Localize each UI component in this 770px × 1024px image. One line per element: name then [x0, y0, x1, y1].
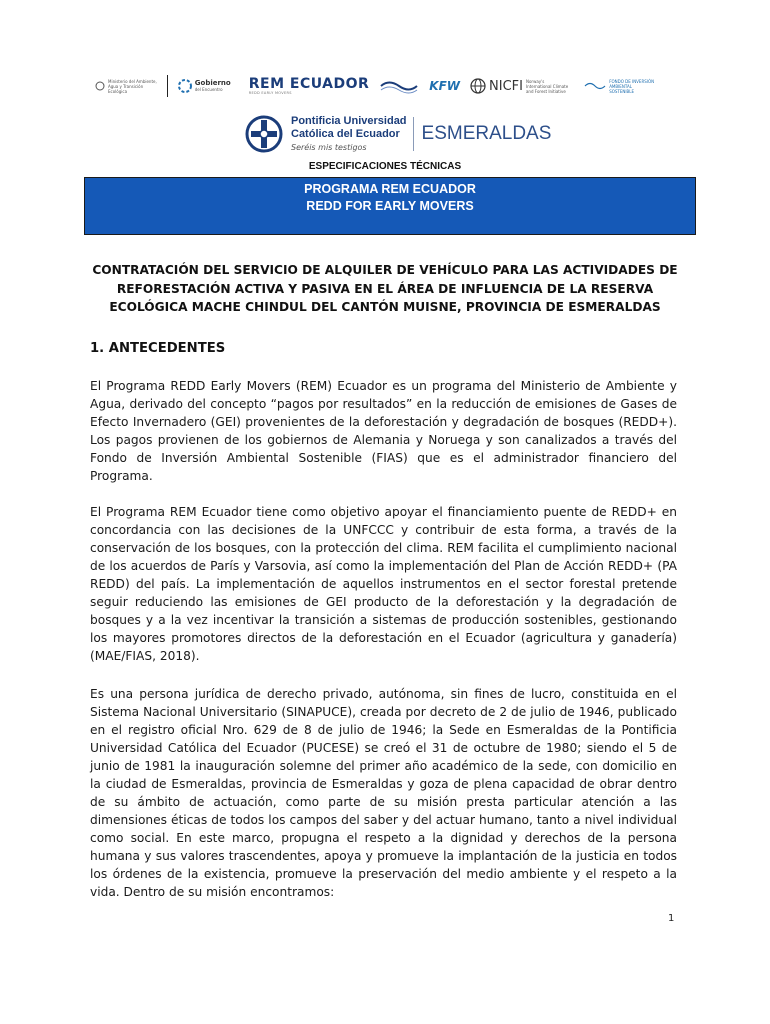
contract-title: CONTRATACIÓN DEL SERVICIO DE ALQUILER DE VEHÍCULO PARA LAS ACTIVIDADES DE REFORESTACIÓN ACTIVA Y PASIVA EN EL ÁREA DE INFLUENCIA DE LA RESERVA ECOLÓGICA MACHE CHINDUL DEL CANTÓN MUISNE, PROVINCIA DE ESMERALDAS [92, 263, 678, 314]
ministerio-logo [95, 79, 157, 94]
kfw-logo: KFW [429, 79, 461, 93]
gobierno-line2: del Encuentro [194, 87, 223, 92]
puce-divider [413, 117, 414, 151]
nicfi-sub3: and Forest Initiative [525, 88, 566, 94]
rem-name: REM ECUADOR [248, 76, 370, 92]
program-banner [84, 177, 696, 235]
fondo-logo [584, 79, 654, 94]
partner-logos [95, 70, 705, 102]
campus-name: ESMERALDAS [421, 123, 552, 144]
nicfi-sub1: Norway's [525, 78, 545, 84]
puce-tagline: Seréis mis testigos [291, 142, 367, 152]
program-line2: REDD FOR EARLY MOVERS [306, 199, 474, 213]
gobierno-line1: Gobierno [194, 79, 231, 87]
nicfi-logo [470, 78, 568, 94]
paragraph: El Programa REM Ecuador tiene como objetivo apoyar el financiamiento puente de REDD+ en concordancia con las decisiones de la UNFCCC y contribuir de esta forma, a través de la conservación de los bosques, con la protección del clima. REM facilita el cumplimiento nacional de los acuerdos de París y Varsovia, así como la implementación del Plan de Acción REDD+ (PA REDD) del país. La implementación de aquellos instrumentos en el sector forestal pretende seguir reduciendo las emisiones de GEI producto de la deforestación y la degradación de bosques y a la vez incentivar la transición a sistemas de producción sostenibles, gestionando los mayores promotores directos de la deforestación en el Ecuador (agricultura y ganadería) (MAE/FIAS, 2018). [90, 505, 677, 663]
puce-header [245, 113, 551, 155]
ministerio-emblem-icon [95, 79, 105, 93]
page-number: 1 [668, 913, 675, 924]
paragraph: Es una persona jurídica de derecho privado, autónoma, sin fines de lucro, constituida en el Sistema Nacional Universitario (SINAPUCE), creada por decreto de 2 de julio de 1946, publicado en el registro oficial Nro. 629 de 8 de julio de 1946; la Sede en Esmeraldas de la Pontificia Universidad Católica del Ecuador (PUCESE) se creó el 31 de octubre de 1980; siendo el 5 de junio de 1981 la inauguración solemne del primer año académico de la sede, con domicilio en la ciudad de Esmeraldas, provincia de Esmeraldas y goza de plena capacidad de obrar dentro de su ámbito de actuación, como parte de su misión presta particular atención a las dimensiones éticas de todos los campos del saber y del actuar humano, tanto a nivel individual como social. En este marco, propugna el respeto a la dignidad y derechos de la persona humana y sus valores trascendentes, apoya y promueve la implantación de la justicia en todos los órdenes de la existencia, promueve la preservación del medio ambiente y el respeto a la vida. Dentro de su misión encontramos: [90, 687, 677, 899]
fondo-emblem-icon [584, 80, 606, 92]
gobierno-emblem-icon [178, 79, 192, 93]
puce-crest-icon [245, 114, 283, 154]
nicfi-name: NICFI [489, 78, 523, 94]
puce-name-line2: Católica del Ecuador [291, 127, 400, 140]
gobierno-logo [178, 79, 231, 93]
paragraph: El Programa REDD Early Movers (REM) Ecuador es un programa del Ministerio de Ambiente y Agua, derivado del concepto “pagos por resultados” en la reducción de emisiones de Gases de Efecto Invernadero (GEI) provenientes de la deforestación y degradación de bosques (REDD+). Los pagos provienen de los gobiernos de Alemania y Noruega y son canalizados a través del Fondo de Inversión Ambiental Sostenible (FIAS) que es el administrador financiero del Programa. [90, 379, 677, 483]
fondo-line3: SOSTENIBLE [609, 88, 635, 94]
puce-name-line1: Pontificia Universidad [291, 114, 407, 127]
ministerio-line2: Agua y Transición [108, 83, 144, 89]
logo-divider [167, 75, 168, 97]
ministerio-line1: Ministerio del Ambiente, [108, 78, 157, 84]
fondo-line1: FONDO DE INVERSIÓN [609, 78, 655, 84]
spec-title: ESPECIFICACIONES TÉCNICAS [308, 161, 462, 172]
section-heading: 1. ANTECEDENTES [90, 341, 226, 356]
nicfi-sub2: International Climate [525, 83, 569, 89]
fondo-line2: AMBIENTAL [609, 83, 632, 89]
rem-sub: REDD EARLY MOVERS [248, 91, 292, 95]
rem-logo [249, 77, 370, 95]
ministerio-line3: Ecológica [108, 88, 128, 94]
wave-logo-icon [379, 77, 419, 95]
program-line1: PROGRAMA REM ECUADOR [304, 182, 476, 196]
nicfi-globe-icon [470, 78, 486, 94]
